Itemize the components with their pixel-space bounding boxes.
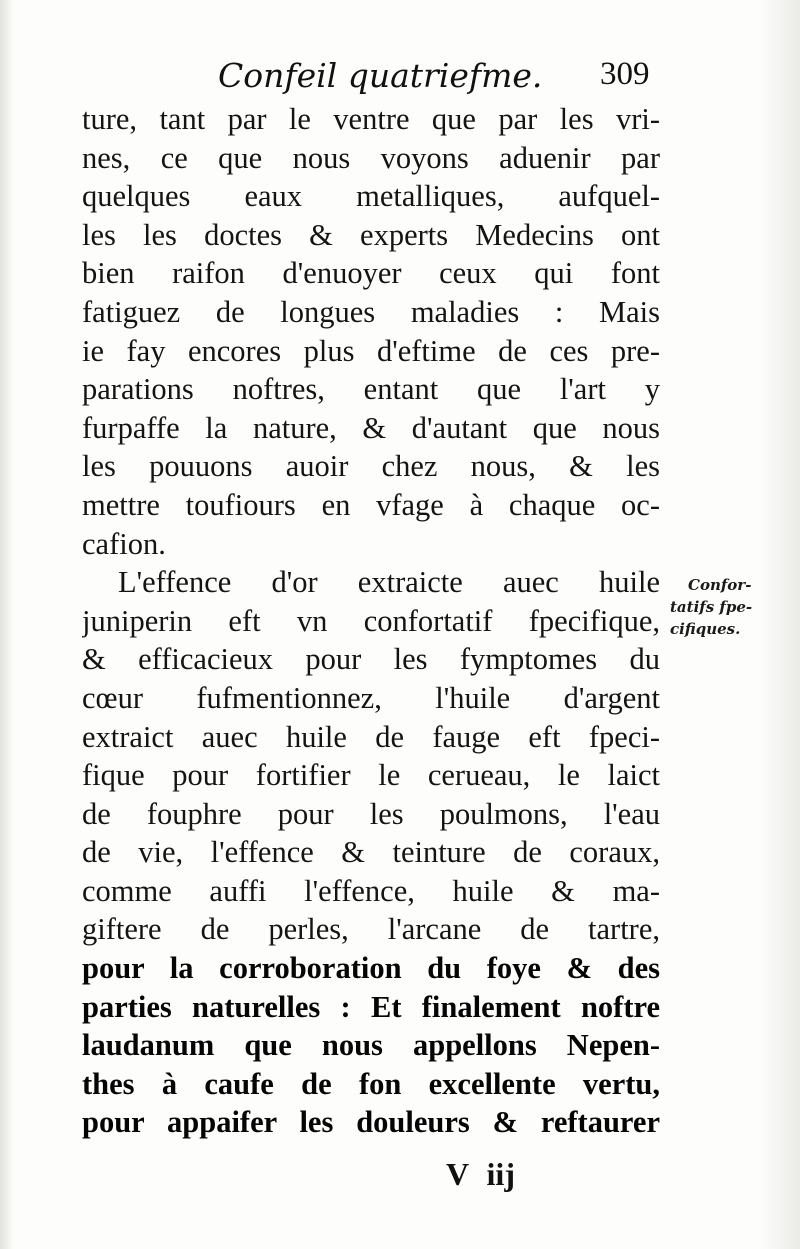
text-line: fique pour fortifier le cerueau, le laict — [82, 758, 660, 793]
text-line: extraict auec huile de fauge eft fpeci- — [82, 719, 660, 754]
text-line: nes, ce que nous voyons aduenir par — [82, 140, 660, 175]
text-line: juniperin eft vn confortatif fpecifique, — [82, 603, 660, 638]
text-line: fatiguez de longues maladies : Mais — [82, 294, 660, 329]
text-line: ie fay encores plus d'eftime de ces pre- — [82, 333, 660, 368]
text-line: pour la corroboration du foye & des — [82, 951, 660, 986]
text-line: comme auffi l'effence, huile & ma- — [82, 873, 660, 908]
text-line: cœur fufmentionnez, l'huile d'argent — [82, 680, 660, 715]
text-line: ture, tant par le ventre que par les vri- — [82, 102, 660, 136]
text-line: cafion. — [82, 526, 166, 561]
text-line: & efficacieux pour les fymptomes du — [82, 642, 660, 677]
page-number: 309 — [600, 56, 650, 92]
text-line: les les doctes & experts Medecins ont — [82, 217, 660, 252]
text-line: de vie, l'effence & teinture de coraux, — [82, 835, 660, 870]
text-line: giftere de perles, l'arcane de tartre, — [82, 912, 660, 947]
page-left-edge-shadow — [0, 0, 14, 1249]
text-line: thes à caufe de fon excellente vertu, — [82, 1066, 660, 1101]
paragraph-first-line: L'effence d'or extraicte auec huile — [118, 565, 660, 600]
text-line: quelques eaux metalliques, aufquel- — [82, 179, 660, 214]
marginal-note-line: Confor- — [688, 576, 752, 594]
body-text — [82, 100, 660, 1142]
text-line: furpaffe la nature, & d'autant que nous — [82, 410, 660, 445]
text-line: pour appaifer les douleurs & reftaurer — [82, 1105, 660, 1140]
signature-mark: V iij — [446, 1156, 515, 1192]
marginal-note — [666, 574, 784, 640]
running-head: Confeil quatriefme. — [218, 56, 543, 95]
text-line: mettre toufiours en vfage à chaque oc- — [82, 487, 660, 522]
text-line: parations noftres, entant que l'art y — [82, 372, 660, 407]
text-line: les pouuons auoir chez nous, & les — [82, 449, 660, 484]
text-line: bien raifon d'enuoyer ceux qui font — [82, 256, 660, 291]
text-line: laudanum que nous appellons Nepen- — [82, 1028, 660, 1063]
marginal-note-line: tatifs fpe- — [670, 598, 753, 616]
text-line: de fouphre pour les poulmons, l'eau — [82, 796, 660, 831]
text-line: parties naturelles : Et finalement noftre — [82, 989, 660, 1024]
marginal-note-line: cifiques. — [670, 620, 741, 638]
